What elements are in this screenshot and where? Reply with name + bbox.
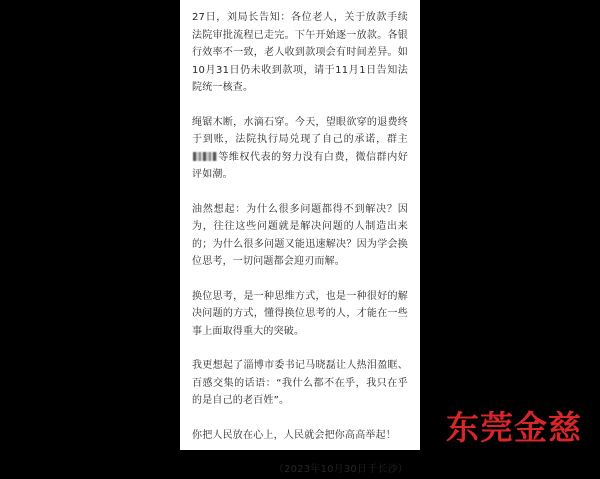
paragraph-perspective: 换位思考，是一种思维方式，也是一种很好的解决问题的方式，懂得换位思考的人，才能在一些事上面取得重大的突破。 — [192, 290, 408, 337]
paragraph-quote: 我更想起了淄博市委书记马晓磊让人热泪盈眶、百感交集的话语：“我什么都不在乎，我只在乎的是自己的老百姓”。 — [192, 360, 408, 406]
signature-date: （2023年10月30日于长沙） — [273, 464, 408, 475]
paragraph-notice: 27日，刘局长告知：各位老人，关于放款手续法院审批流程已走完。下午开始逐一放款。各银行效率不一致，老人收到款项会有时间差异。如10月31日仍未收到款项，请于11月1日告知法院统一核查。 — [192, 12, 408, 93]
document-page — [180, 0, 420, 475]
watermark-logo: 东莞金慈 — [446, 408, 582, 447]
paragraph-refund-start: 绳锯木断，水滴石穿。今天，望眼欲穿的退费终于到账，法院执行局兑现了自己的承诺，群主 — [192, 116, 408, 145]
paragraph-closing: 你把人民放在心上，人民就会把你高高举起！ — [192, 429, 396, 441]
paragraph-refund-end: 等维权代表的努力没有白费，微信群内好评如潮。 — [192, 151, 408, 180]
paragraph-reflection: 油然想起：为什么很多问题都得不到解决？因为，往往这些问题就是解决问题的人制造出来的；为什么很多问题又能迅速解决？因为学会换位思考，一切问题都会迎刃而解。 — [192, 203, 408, 267]
paragraph-refund — [192, 114, 408, 184]
redacted-name — [193, 152, 217, 161]
